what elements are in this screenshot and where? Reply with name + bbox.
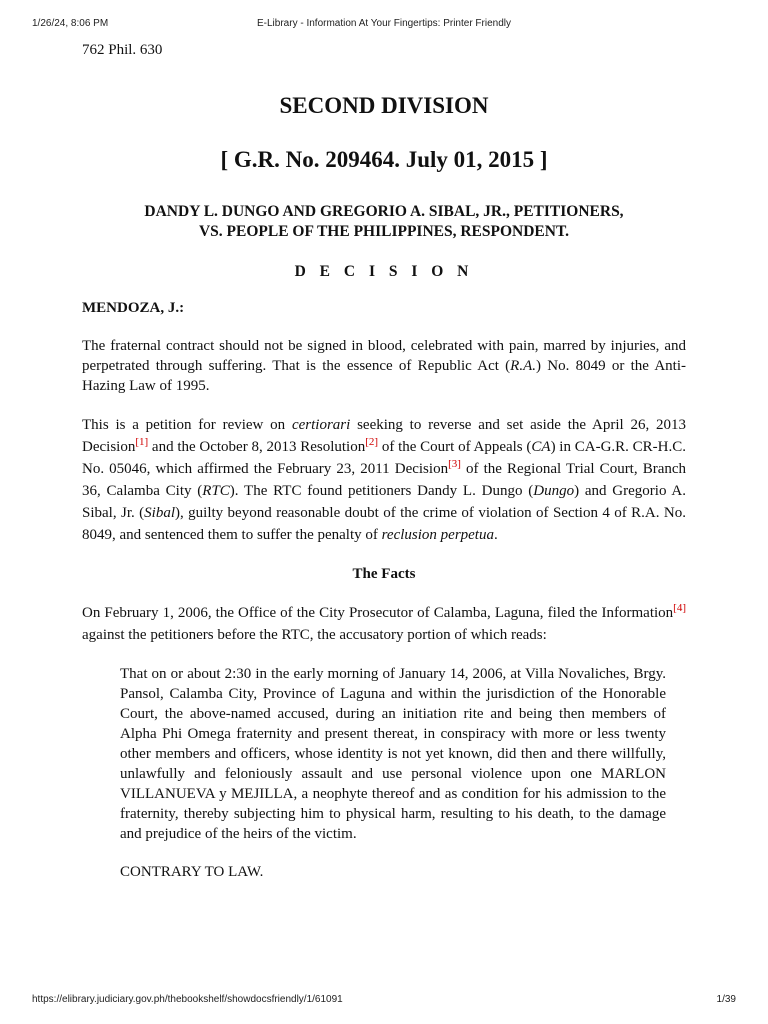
paragraph-2: This is a petition for review on certiorari seeking to reverse and set aside the April 26, 2013 Decision[1] and the October 8, 2013 Resolution[2] of the Court of Appeals (CA) in CA-G.R. CR-H.C. No. 05046, which affirmed the February 23, 2011 Decision[3] of the Regional Trial Court, Branch 36, Calamba City (RTC). The RTC found petitioners Dandy L. Dungo (Dungo) and Gregorio A. Sibal, Jr. (Sibal), guilty beyond reasonable doubt of the crime of violation of Section 4 of R.A. No. 8049, and sentenced them to suffer the penalty of reclusion perpetua. (82, 417, 687, 543)
ponente: MENDOZA, J.: (82, 300, 185, 316)
decision-label: D E C I S I O N (294, 263, 474, 280)
print-header (0, 18, 768, 32)
facts-heading: The Facts (352, 566, 416, 582)
print-footer (0, 994, 768, 1008)
paragraph-1: The fraternal contract should not be signed in blood, celebrated with pain, marred by injuries, and perpetrated through suffering. That is the essence of Republic Act (R.A.) No. 8049 or the Anti-Hazing Law of 1995. (82, 338, 687, 394)
decision-document (82, 38, 686, 882)
contrary-to-law: CONTRARY TO LAW. (120, 864, 264, 880)
print-page-number: 1/39 (716, 994, 736, 1005)
parties-line-2: VS. PEOPLE OF THE PHILIPPINES, RESPONDENT. (198, 223, 570, 240)
footnote-link-3[interactable]: [3] (448, 458, 461, 470)
print-url: https://elibrary.judiciary.gov.ph/thebookshelf/showdocsfriendly/1/61091 (32, 994, 343, 1005)
parties-line-1: DANDY L. DUNGO AND GREGORIO A. SIBAL, JR., PETITIONERS, (144, 203, 624, 220)
print-page-title: E-Library - Information At Your Fingertips: Printer Friendly (257, 18, 511, 29)
information-quote: That on or about 2:30 in the early morning of January 14, 2006, at Villa Novaliches, Brgy. Pansol, Calamba City, Province of Laguna and within the jurisdiction of the Honorable Court, the above-named accused, during an initiation rite and being then members of Alpha Phi Omega fraternity and present thereat, in conspiracy with more or less twenty other members and officers, whose identity is not yet known, did then and there willfully, unlawfully and feloniously assault and use personal violence upon one MARLON VILLANUEVA y MEJILLA, a neophyte thereof and as condition for his admission to the fraternity, thereby subjecting him to physical harm, resulting to his death, to the damage and prejudice of the heirs of the victim. (120, 666, 666, 842)
citation: 762 Phil. 630 (82, 42, 163, 58)
footnote-link-1[interactable]: [1] (135, 436, 149, 448)
footnote-link-2[interactable]: [2] (365, 436, 379, 448)
print-datetime: 1/26/24, 8:06 PM (32, 18, 109, 29)
division-heading: SECOND DIVISION (279, 93, 489, 118)
parties-heading (82, 202, 686, 242)
case-number-heading: [ G.R. No. 209464. July 01, 2015 ] (220, 147, 548, 172)
footnote-link-4[interactable]: [4] (673, 602, 686, 614)
paragraph-3: On February 1, 2006, the Office of the City Prosecutor of Calamba, Laguna, filed the Information[4] against the petitioners before the RTC, the accusatory portion of which reads: (82, 602, 686, 643)
